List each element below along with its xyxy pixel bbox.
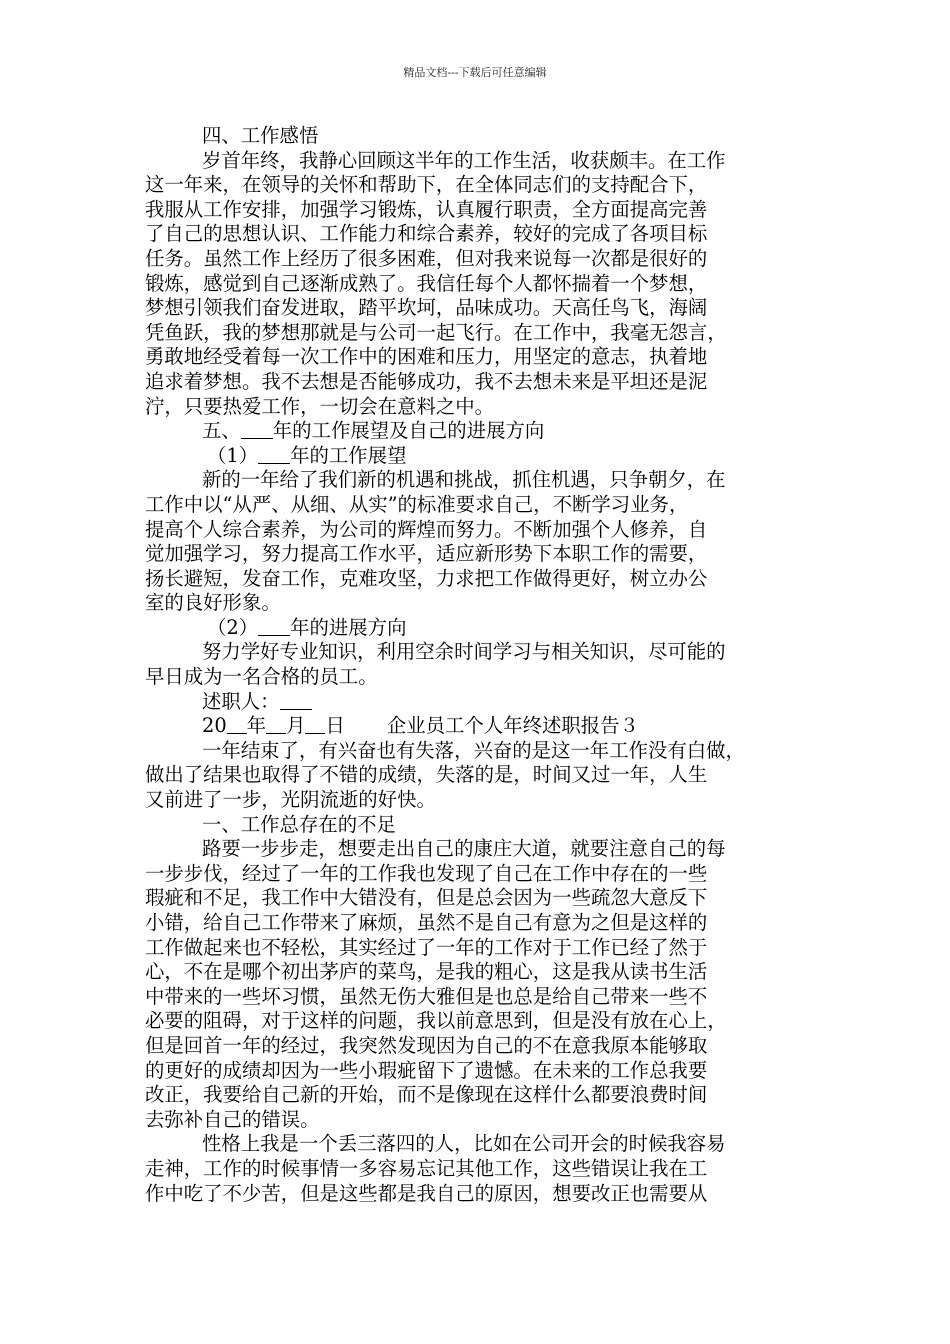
- year-blank: [227, 715, 247, 734]
- paragraph-line: 路要一步步走，想要走出自己的康庄大道，就要注意自己的每: [202, 837, 726, 861]
- year-prefix: 20: [202, 714, 227, 738]
- subsection-2-heading: 年的进展方向: [290, 615, 407, 639]
- paragraph-line: 但是回首一年的经过，我突然发现因为自己的不在意我原本能够取: [145, 1033, 708, 1057]
- paragraph-line: 室的良好形象。: [145, 591, 281, 615]
- paragraph-line: 作中吃了不少苦，但是这些都是我自己的原因，想要改正也需要从: [145, 1181, 708, 1205]
- paragraph-line: 做出了结果也取得了不错的成绩，失落的是，时间又过一年，人生: [145, 763, 708, 787]
- year-label: 年: [246, 714, 267, 738]
- year-blank: [258, 617, 290, 636]
- signature-label: 述职人：: [202, 689, 280, 713]
- document-body: [145, 124, 807, 1206]
- subsection-2-title: [145, 616, 807, 641]
- paragraph-line: 小错，给自己工作带来了麻烦，虽然不是自己有意为之但是这样的: [145, 911, 708, 934]
- subsection-1-title: [145, 444, 807, 469]
- subsection-1-number: （1）: [207, 443, 259, 467]
- paragraph-line: 的更好的成绩却因为一些小瑕疵留下了遗憾。在未来的工作总我要: [145, 1058, 708, 1082]
- paragraph-line: 觉加强学习，努力提高工作水平，适应新形势下本职工作的需要，: [145, 542, 708, 566]
- paragraph-line: 提高个人综合素养，为公司的辉煌而努力。不断加强个人修养，自: [145, 517, 708, 541]
- paragraph-line: 了自己的思想认识、工作能力和综合素养，较好的完成了各项目标: [145, 222, 708, 246]
- section-4-title: 四、工作感悟: [202, 124, 319, 147]
- year-blank: [241, 420, 273, 439]
- paragraph-line: 凭鱼跃，我的梦想那就是与公司一起飞行。在工作中，我毫无怨言，: [145, 320, 727, 344]
- paragraph-line: 新的一年给了我们新的机遇和挑战，抓住机遇，只争朝夕，在: [202, 468, 726, 492]
- day-label: 日: [325, 714, 345, 738]
- paragraph-line: 锻炼，感觉到自己逐渐成熟了。我信任每个人都怀揣着一个梦想，: [145, 271, 708, 295]
- report-3-section-1-title: 一、工作总存在的不足: [202, 812, 396, 836]
- paragraph-line: 泞，只要热爱工作，一切会在意料之中。: [145, 394, 495, 418]
- month-blank: [266, 715, 286, 734]
- paragraph-line: 努力学好专业知识，利用空余时间学习与相关知识，尽可能的: [202, 640, 726, 664]
- paragraph-line: 中带来的一些坏习惯，虽然无伤大雅但是也总是给自己带来一些不: [145, 984, 708, 1008]
- paragraph-line: 走神，工作的时候事情一多容易忘记其他工作，这些错误让我在工: [145, 1156, 708, 1180]
- subsection-1-heading: 年的工作展望: [290, 443, 407, 467]
- paragraph-line: 必要的阻碍，对于这样的问题，我以前意思到，但是没有放在心上，: [145, 1009, 727, 1033]
- subsection-2-number: （2）: [207, 615, 259, 639]
- paragraph-line: 早日成为一名合格的员工。: [145, 665, 378, 689]
- paragraph-line: 追求着梦想。我不去想是否能够成功，我不去想未来是平坦还是泥: [145, 369, 708, 393]
- paragraph-line: 又前进了一步，光阴流逝的好快。: [145, 788, 436, 812]
- section-5-number: 五、: [202, 419, 241, 443]
- paragraph-line: 性格上我是一个丢三落四的人，比如在公司开会的时候我容易: [202, 1132, 726, 1156]
- paragraph-line: 勇敢地经受着每一次工作中的困难和压力，用坚定的意志，执着地: [145, 345, 708, 369]
- date-line: [145, 714, 807, 739]
- month-label: 月: [286, 714, 306, 738]
- page-header: 精品文档---下载后可任意编辑: [403, 66, 547, 79]
- paragraph-line: 我服从工作安排，加强学习锻炼，认真履行职责，全方面提高完善: [145, 197, 708, 221]
- paragraph-line: 一年结束了，有兴奋也有失落，兴奋的是这一年工作没有白做，: [202, 738, 745, 762]
- paragraph-line: 岁首年终，我静心回顾这半年的工作生活，收获颇丰。在工作: [202, 148, 726, 172]
- day-blank: [305, 715, 325, 734]
- paragraph-line: 瑕疵和不足，我工作中大错没有，但是总会因为一些疏忽大意反下: [145, 886, 708, 910]
- section-5-heading: 年的工作展望及自己的进展方向: [272, 419, 545, 443]
- paragraph-line: 工作做起来也不轻松，其实经过了一年的工作对于工作已经了然于: [145, 935, 708, 959]
- paragraph-line: 改正，我要给自己新的开始，而不是像现在这样什么都要浪费时间: [145, 1083, 708, 1107]
- signature-blank: [280, 691, 312, 710]
- year-blank: [258, 445, 290, 464]
- paragraph-line: 扬长避短，发奋工作，克难攻坚，力求把工作做得更好，树立办公: [145, 566, 708, 590]
- paragraph-line: 一步步伐，经过了一年的工作我也发现了自己在工作中存在的一些: [145, 861, 708, 885]
- signature-line: [145, 690, 807, 715]
- paragraph-line: 任务。虽然工作上经历了很多困难，但对我来说每一次都是很好的: [145, 246, 708, 270]
- paragraph-line: 心，不在是哪个初出茅庐的菜鸟，是我的粗心，这是我从读书生活: [145, 960, 708, 984]
- report-3-title: 企业员工个人年终述职报告３: [386, 714, 639, 738]
- paragraph-line: 去弥补自己的错误。: [145, 1107, 320, 1131]
- paragraph-line: 这一年来，在领导的关怀和帮助下，在全体同志们的支持配合下，: [145, 173, 708, 197]
- paragraph-line: 工作中以“从严、从细、从实”的标准要求自己，不断学习业务，: [145, 492, 689, 516]
- section-5-title: [145, 419, 807, 444]
- paragraph-line: 梦想引领我们奋发进取，踏平坎坷，品味成功。天高任鸟飞，海阔: [145, 296, 708, 320]
